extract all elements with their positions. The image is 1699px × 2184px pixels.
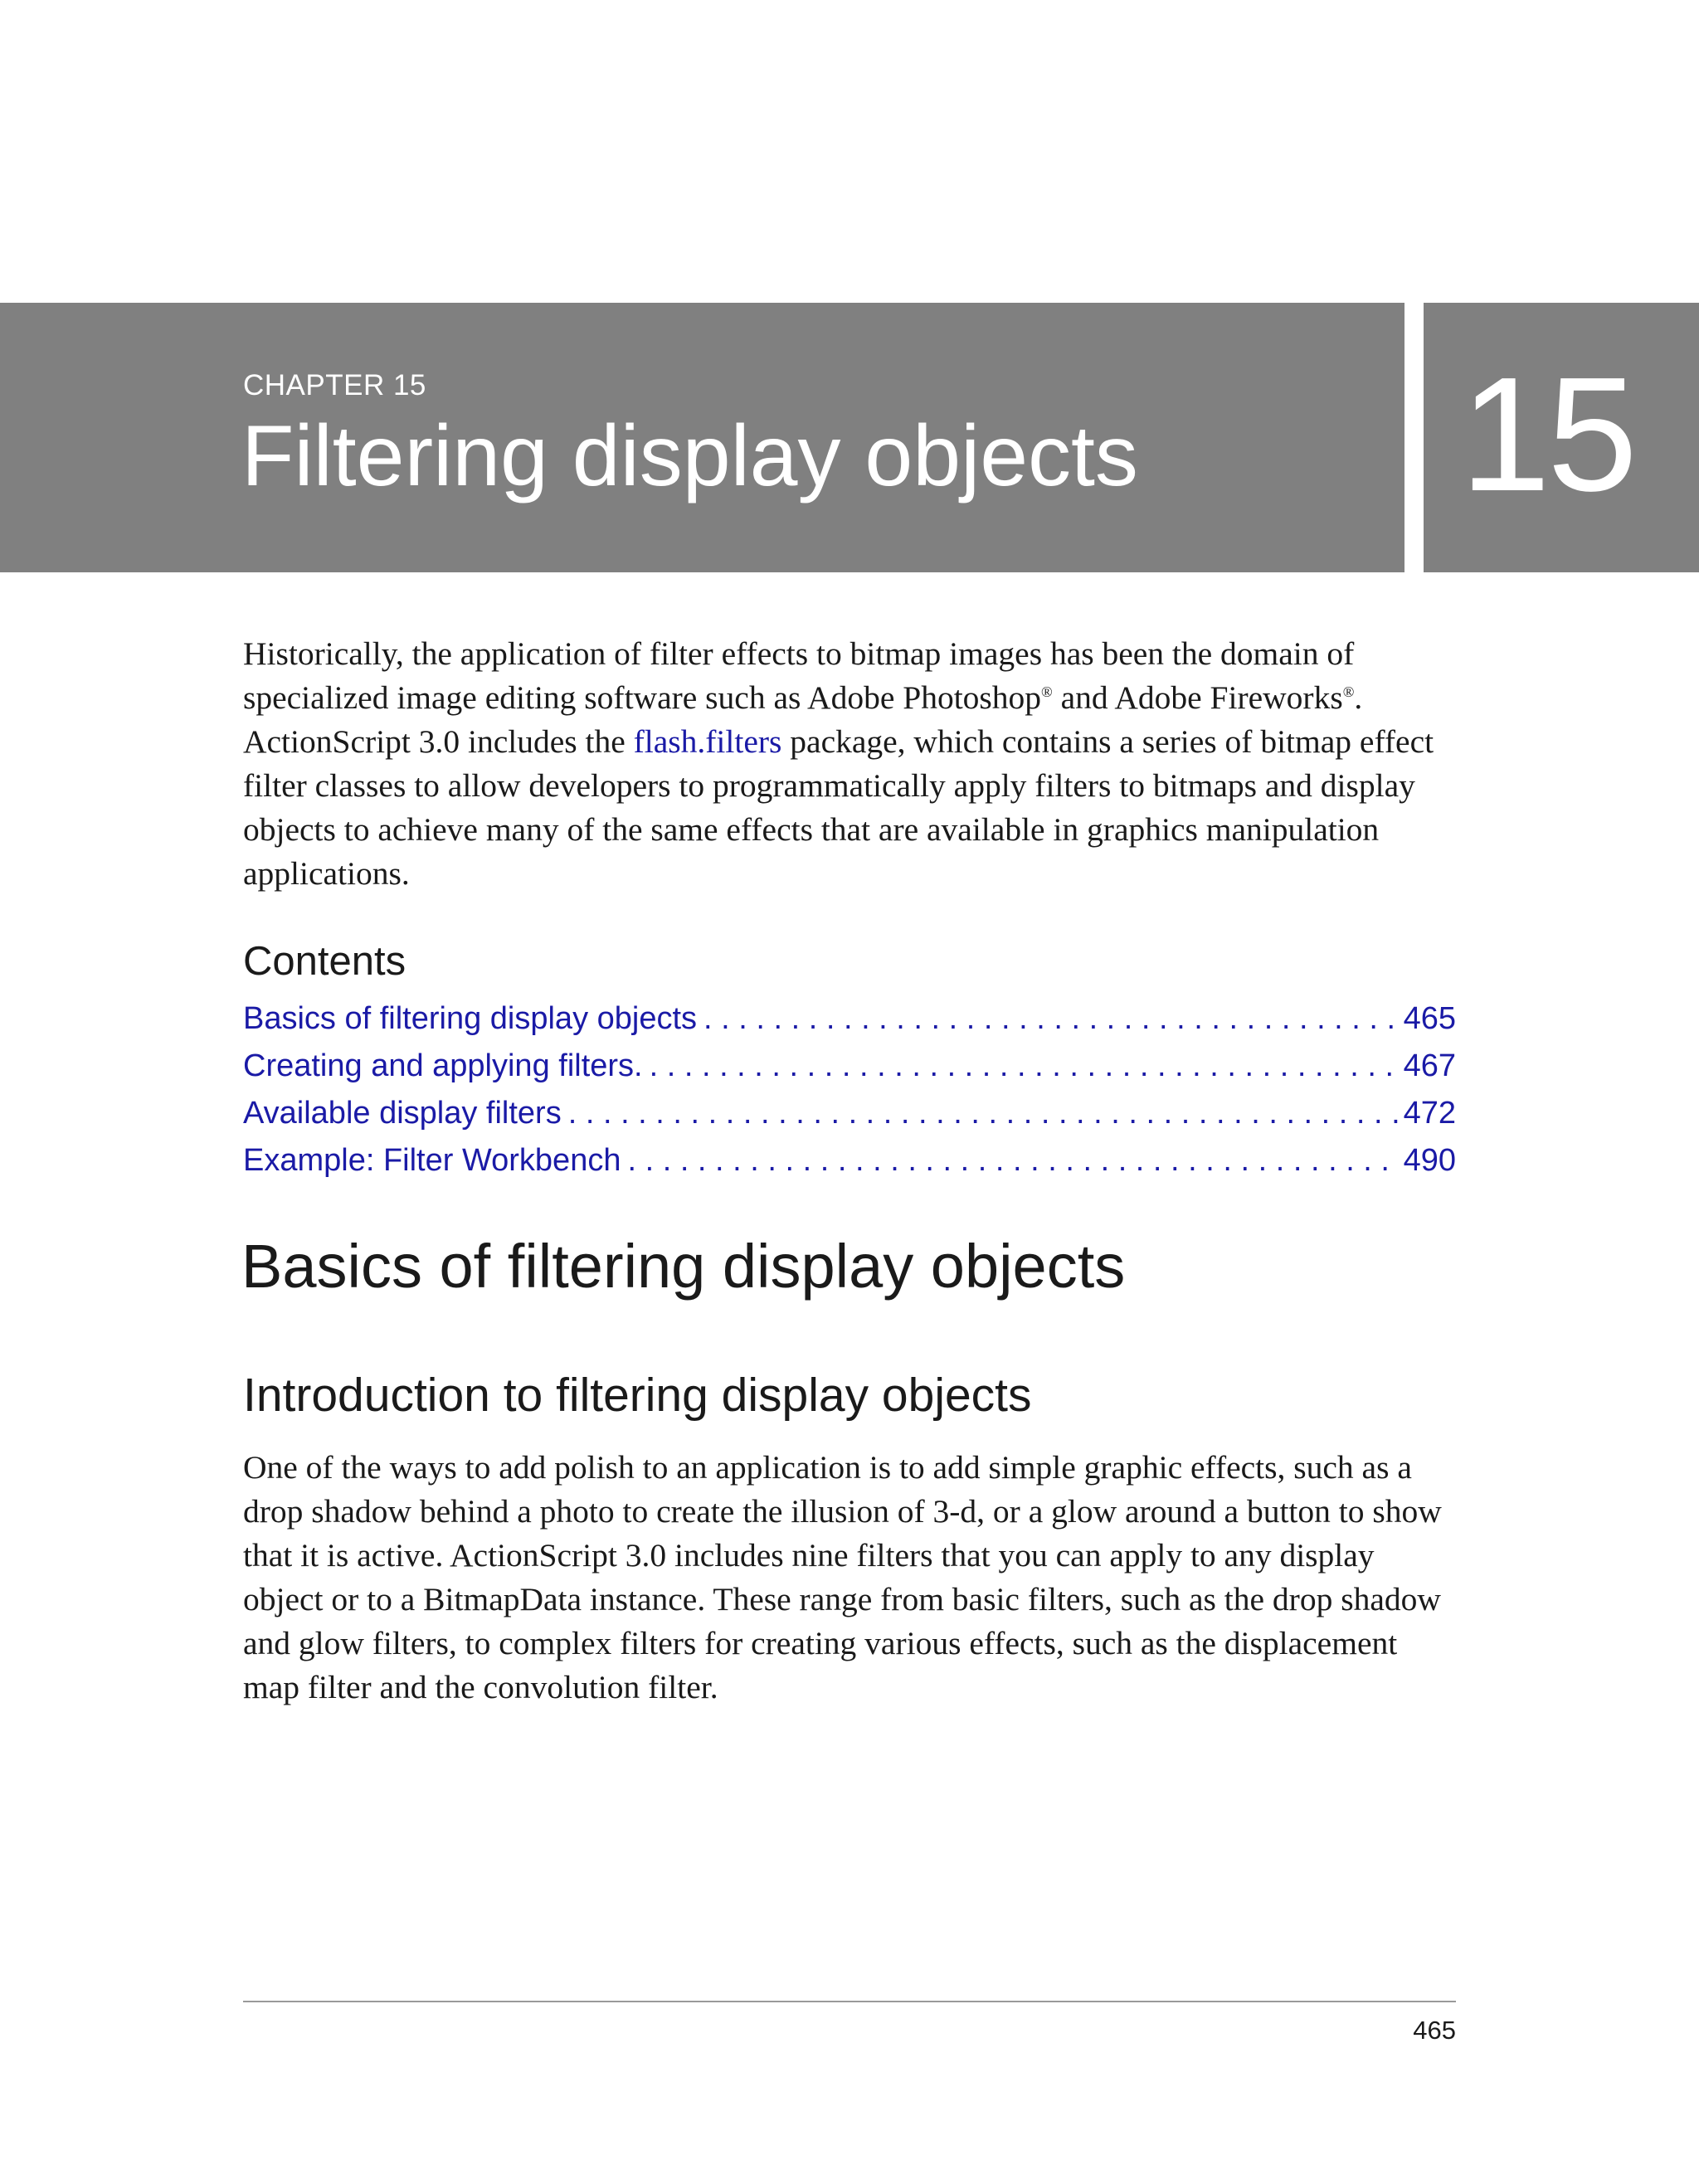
- section-paragraph: One of the ways to add polish to an application is to add simple graphic effects, such as a drop shadow behind a photo to create the illusion of 3-d, or a glow around a button to show that it is active. ActionScript 3.0 includes nine filters that you can apply to any display object or to a BitmapData instance. These range from basic filters, such as the drop shadow and glow filters, to complex filters for creating various effects, such as the displacement map filter and the convolution filter.: [243, 1449, 1442, 1705]
- toc-item-page: 472: [1403, 1096, 1456, 1131]
- toc-dot-leader: [562, 1096, 1399, 1131]
- chapter-label: CHAPTER 15: [243, 369, 426, 401]
- toc-item-label: Example: Filter Workbench: [243, 1143, 621, 1178]
- toc-item-label: Creating and applying filters.: [243, 1048, 643, 1083]
- section-heading: Basics of filtering display objects: [241, 1232, 1126, 1301]
- intro-text-3: . ActionScript 3.0 includes the: [243, 679, 1363, 760]
- footer-rule: [243, 2001, 1456, 2002]
- toc-item-label: Basics of filtering display objects: [243, 1001, 698, 1036]
- toc-item-example[interactable]: [243, 1143, 1456, 1190]
- toc-item-available[interactable]: [243, 1096, 1456, 1143]
- toc-item-label: Available display filters: [243, 1096, 562, 1131]
- subsection-heading: Introduction to filtering display objects: [243, 1369, 1032, 1422]
- flash-filters-link[interactable]: flash.filters: [633, 723, 782, 760]
- intro-text-4: package, which contains a series of bitmap effect filter classes to allow developers to programmatically apply filters to bitmaps and display objects to achieve many of the same effects that are available in graphics manipulation applications.: [243, 723, 1434, 892]
- intro-text-1: Historically, the application of filter effects to bitmap images has been the domain of specialized image editing software such as Adobe Photoshop: [243, 635, 1355, 716]
- table-of-contents: [243, 1001, 1456, 1190]
- registered-mark: ®: [1342, 683, 1355, 700]
- chapter-title: Filtering display objects: [241, 408, 1138, 504]
- contents-heading: Contents: [243, 939, 406, 984]
- page-number: 465: [1413, 2016, 1456, 2045]
- toc-dot-leader: [697, 1001, 1399, 1037]
- toc-dot-leader: [643, 1048, 1399, 1084]
- toc-item-creating[interactable]: [243, 1048, 1456, 1096]
- toc-item-page: 465: [1403, 1001, 1456, 1036]
- chapter-number: 15: [1460, 343, 1635, 525]
- registered-mark: ®: [1041, 683, 1053, 700]
- toc-item-page: 467: [1403, 1048, 1456, 1083]
- toc-item-basics[interactable]: [243, 1001, 1456, 1048]
- toc-item-page: 490: [1403, 1143, 1456, 1178]
- intro-paragraph: [243, 632, 1454, 896]
- toc-dot-leader: [621, 1143, 1398, 1179]
- intro-text-2: and Adobe Fireworks: [1052, 679, 1343, 716]
